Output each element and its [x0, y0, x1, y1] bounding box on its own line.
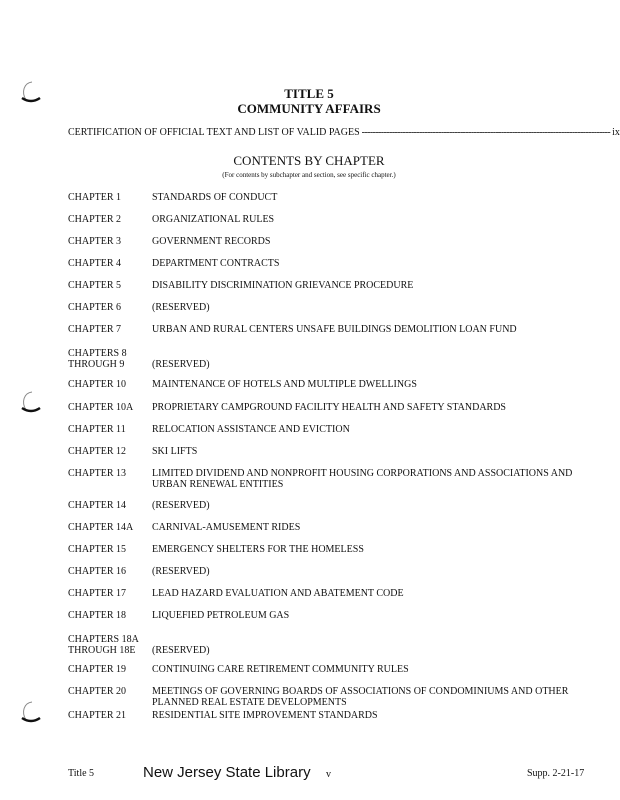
chapter-title: (RESERVED): [152, 302, 210, 313]
chapter-title: LIMITED DIVIDEND AND NONPROFIT HOUSING CORPORATIONS AND ASSOCIATIONS AND URBAN RENEWAL ENTITIES: [152, 468, 573, 490]
chapter-number: CHAPTER 12: [68, 446, 127, 457]
chapter-number: CHAPTER 19: [68, 664, 127, 675]
chapter-title: (RESERVED): [152, 359, 210, 370]
footer-supplement-date: Supp. 2-21-17: [527, 768, 585, 779]
chapter-title: RELOCATION ASSISTANCE AND EVICTION: [152, 424, 350, 435]
contents-heading: CONTENTS BY CHAPTER: [233, 153, 385, 168]
contents-note: (For contents by subchapter and section, see specific chapter.): [222, 171, 396, 179]
chapter-title: LEAD HAZARD EVALUATION AND ABATEMENT CODE: [152, 588, 404, 599]
chapter-title: EMERGENCY SHELTERS FOR THE HOMELESS: [152, 544, 364, 555]
title-name: COMMUNITY AFFAIRS: [237, 101, 381, 116]
chapter-title: ORGANIZATIONAL RULES: [152, 214, 275, 225]
chapter-title: MEETINGS OF GOVERNING BOARDS OF ASSOCIATIONS OF CONDOMINIUMS AND OTHER PLANNED REAL ESTATE DEVELOPMENTS: [152, 686, 569, 708]
chapter-number: CHAPTER 4: [68, 258, 122, 269]
certification-page: ix: [612, 127, 620, 138]
chapter-title: CARNIVAL-AMUSEMENT RIDES: [152, 522, 301, 533]
title-block: [0, 86, 618, 116]
chapter-number: CHAPTER 6: [68, 302, 122, 313]
chapter-number: CHAPTER 14: [68, 500, 127, 511]
footer-library-stamp: New Jersey State Library: [143, 764, 311, 781]
chapter-number: CHAPTER 2: [68, 214, 122, 225]
chapter-title: GOVERNMENT RECORDS: [152, 236, 271, 247]
chapter-title: DEPARTMENT CONTRACTS: [152, 258, 280, 269]
punch-hole-mark-middle: [20, 390, 42, 416]
certification-line: [68, 127, 620, 138]
chapter-number: CHAPTER 17: [68, 588, 127, 599]
chapter-number: CHAPTER 7: [68, 324, 122, 335]
chapter-title: RESIDENTIAL SITE IMPROVEMENT STANDARDS: [152, 710, 378, 721]
chapter-title: LIQUEFIED PETROLEUM GAS: [152, 610, 290, 621]
certification-leader: -------------------------------------------------------------------------------------------: [361, 127, 611, 138]
chapter-title: STANDARDS OF CONDUCT: [152, 192, 278, 203]
chapter-number: CHAPTERS 18A THROUGH 18E: [68, 634, 139, 656]
footer-title: Title 5: [68, 768, 95, 779]
chapter-number: CHAPTER 21: [68, 710, 127, 721]
chapter-title: (RESERVED): [152, 645, 210, 656]
certification-label: CERTIFICATION OF OFFICIAL TEXT AND LIST OF VALID PAGES: [68, 127, 360, 138]
chapter-number: CHAPTER 1: [68, 192, 122, 203]
chapter-number: CHAPTER 20: [68, 686, 127, 697]
chapter-number: CHAPTER 3: [68, 236, 122, 247]
chapter-title: URBAN AND RURAL CENTERS UNSAFE BUILDINGS DEMOLITION LOAN FUND: [152, 324, 517, 335]
chapter-number: CHAPTERS 8 THROUGH 9: [68, 348, 127, 370]
chapter-title: PROPRIETARY CAMPGROUND FACILITY HEALTH AND SAFETY STANDARDS: [152, 402, 506, 413]
chapter-number: CHAPTER 10A: [68, 402, 134, 413]
chapter-number: CHAPTER 15: [68, 544, 127, 555]
chapter-title: (RESERVED): [152, 566, 210, 577]
chapter-number: CHAPTER 11: [68, 424, 126, 435]
chapter-title: CONTINUING CARE RETIREMENT COMMUNITY RULES: [152, 664, 409, 675]
footer-page-number: v: [326, 769, 331, 780]
punch-hole-mark-bottom: [20, 700, 42, 726]
chapter-number: CHAPTER 18: [68, 610, 127, 621]
chapter-number: CHAPTER 16: [68, 566, 127, 577]
chapter-title: DISABILITY DISCRIMINATION GRIEVANCE PROCEDURE: [152, 280, 414, 291]
chapter-number: CHAPTER 13: [68, 468, 127, 479]
chapter-number: CHAPTER 14A: [68, 522, 134, 533]
chapter-title: MAINTENANCE OF HOTELS AND MULTIPLE DWELLINGS: [152, 379, 417, 390]
chapter-title: SKI LIFTS: [152, 446, 198, 457]
title-number: TITLE 5: [284, 86, 334, 101]
chapter-number: CHAPTER 5: [68, 280, 122, 291]
page-footer: [0, 764, 618, 784]
chapter-number: CHAPTER 10: [68, 379, 127, 390]
chapter-title: (RESERVED): [152, 500, 210, 511]
